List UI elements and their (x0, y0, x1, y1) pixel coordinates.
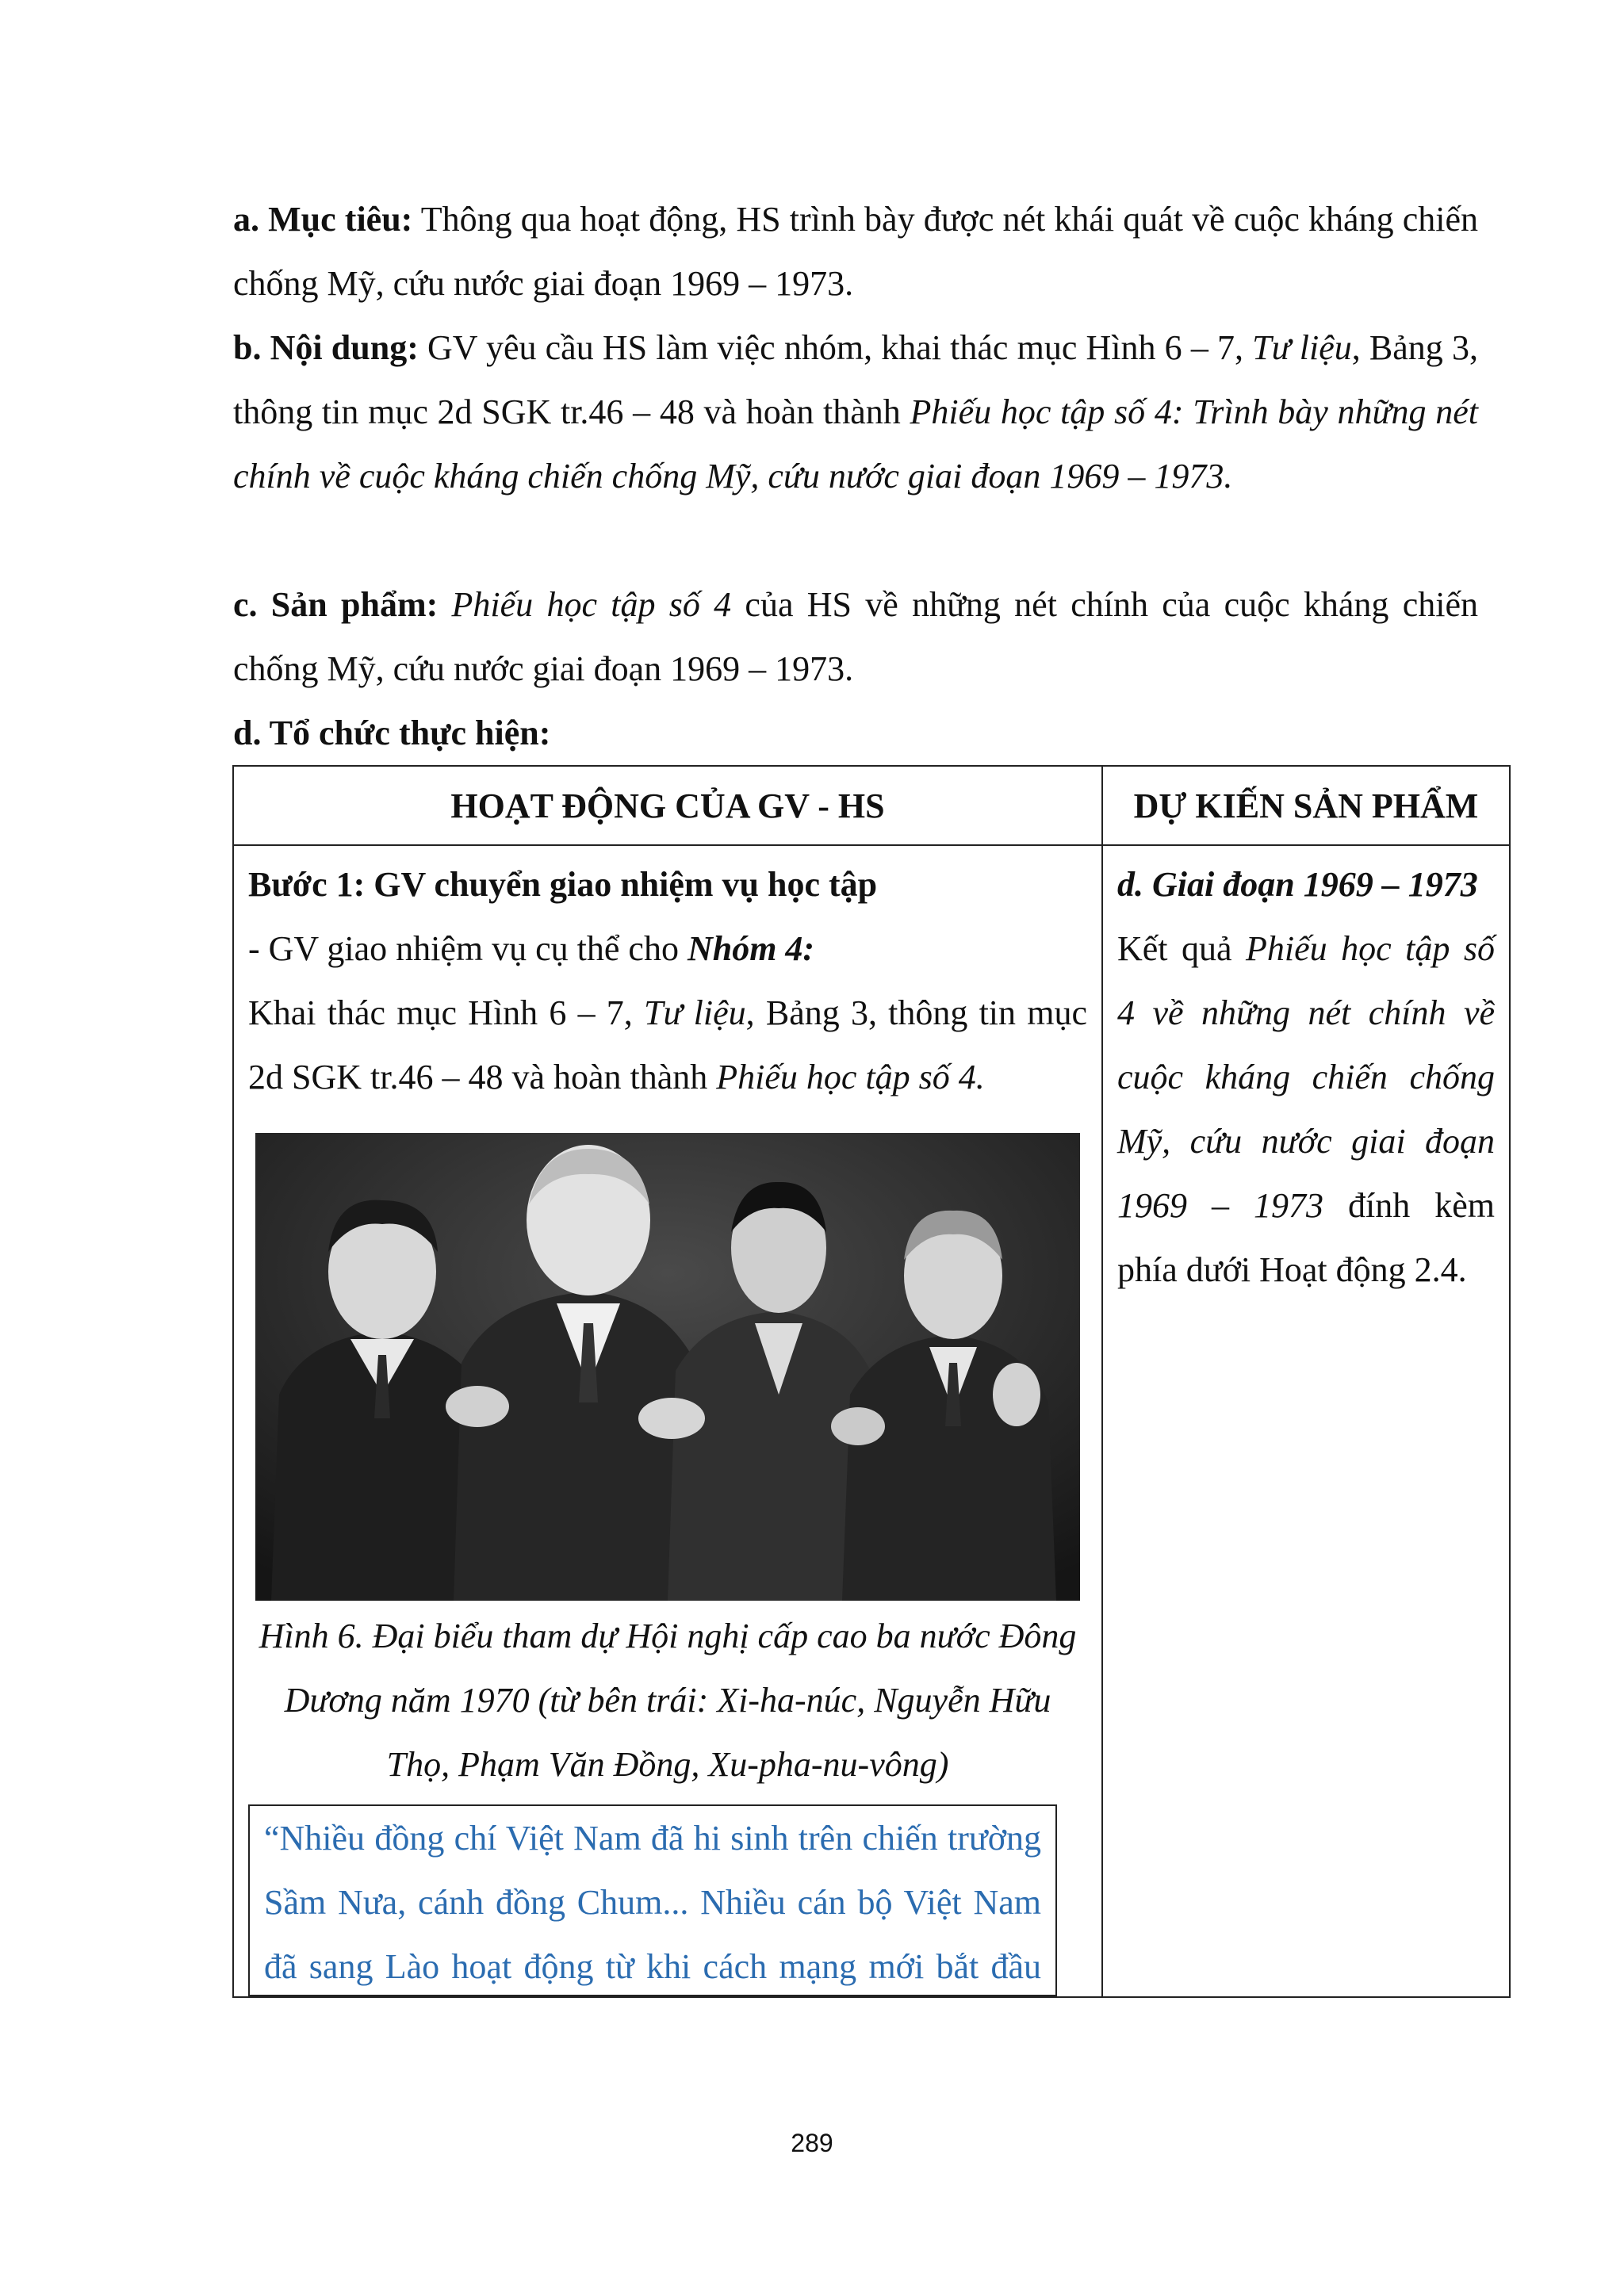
page-number: 289 (791, 2129, 833, 2157)
source-quote-text: “Nhiều đồng chí Việt Nam đã hi sinh trên chiến trường Sầm Nưa, cánh đồng Chum... Nhiều cán bộ Việt Nam đã sang Lào hoạt động từ khi cách mạng mới bắt đầu (264, 1819, 1041, 1986)
product-text: của HS về những nét chính của cuộc kháng chiến chống Mỹ, cứu nước giai đoạn 1969 – 1973. (233, 585, 1478, 688)
objective-text: Thông qua hoạt động, HS trình bày được nét khái quát về cuộc kháng chiến chống Mỹ, cứu nước giai đoạn 1969 – 1973. (233, 200, 1478, 303)
step1-title-text: Bước 1: GV chuyển giao nhiệm vụ học tập (248, 865, 878, 904)
assign-prefix: - GV giao nhiệm vụ cụ thể cho (248, 929, 688, 968)
task-text (248, 981, 1087, 1109)
phase-title-text: d. Giai đoạn 1969 – 1973 (1117, 865, 1478, 904)
task-text-4: Phiếu học tập số 4. (716, 1058, 985, 1096)
organization-heading (233, 701, 1478, 765)
assign-group: Nhóm 4: (687, 929, 815, 968)
activity-cell (233, 845, 1102, 1997)
task-text-1: Khai thác mục Hình 6 – 7, (248, 993, 644, 1032)
phase-title (1117, 852, 1495, 916)
task-text-3: , Bảng 3, thông tin mục 2d SGK tr.46 – 48 và hoàn thành (248, 993, 1087, 1096)
photo-four-delegates (255, 1133, 1080, 1601)
result-text-2: Phiếu học tập số 4 về những nét chính về cuộc kháng chiến chống Mỹ, cứu nước giai đoạn 1969 – 1973 (1117, 929, 1495, 1225)
expected-result-text (1117, 916, 1495, 1302)
content-text: GV yêu cầu HS làm việc nhóm, khai thác mục Hình 6 – 7, (418, 328, 1253, 367)
task-text-2: Tư liệu (644, 993, 746, 1032)
activity-table (232, 765, 1511, 1998)
content-text-italic: Phiếu học tập số 4: Trình bày những nét chính về cuộc kháng chiến chống Mỹ, cứu nước giai đoạn 1969 – 1973. (233, 392, 1478, 496)
objective-paragraph (233, 187, 1478, 316)
content-text: , Bảng 3, thông tin mục 2d SGK tr.46 – 48 và hoàn thành (233, 328, 1478, 431)
table-header-row (233, 766, 1510, 845)
result-text-3: đính kèm phía dưới Hoạt động 2.4. (1117, 1186, 1496, 1289)
objective-label: a. Mục tiêu: (233, 200, 413, 239)
expected-product-cell (1102, 845, 1510, 1997)
content-label: b. Nội dung: (233, 328, 419, 367)
product-text-italic: Phiếu học tập số 4 (438, 585, 732, 624)
historical-photo (255, 1133, 1080, 1601)
content-text-italic: Tư liệu (1252, 328, 1352, 367)
product-paragraph (233, 572, 1478, 701)
assign-line (248, 916, 1087, 981)
table-row (233, 845, 1510, 1997)
organization-label: d. Tổ chức thực hiện: (233, 714, 551, 752)
header-expected-product: DỰ KIẾN SẢN PHẨM (1102, 766, 1510, 845)
content-paragraph (233, 316, 1478, 508)
header-activity: HOẠT ĐỘNG CỦA GV - HS (233, 766, 1102, 845)
photo-caption: Hình 6. Đại biểu tham dự Hội nghị cấp cao ba nước Đông Dương năm 1970 (từ bên trái: Xi-ha-núc, Nguyễn Hữu Thọ, Phạm Văn Đồng, Xu-pha-nu-vông) (259, 1617, 1077, 1784)
step1-title (248, 852, 1087, 916)
source-quote-box (248, 1804, 1057, 1996)
product-label: c. Sản phẩm: (233, 585, 439, 624)
result-text-1: Kết quả (1117, 929, 1247, 968)
